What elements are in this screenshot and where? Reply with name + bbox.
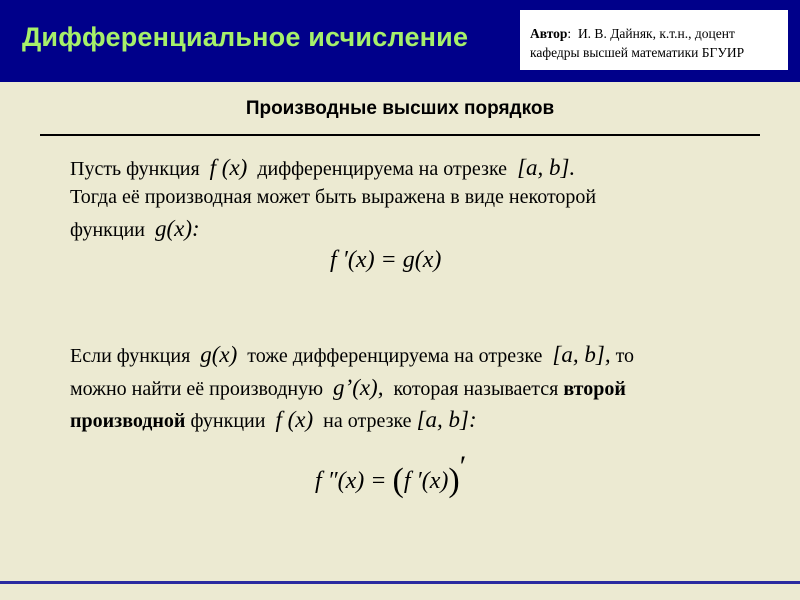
header-bar xyxy=(0,0,800,82)
author-affiliation: кафедры высшей математики БГУИР xyxy=(530,45,745,60)
math-g-of-x: g(x): xyxy=(155,216,200,241)
formula-first-derivative: f ′(x) = g(x) xyxy=(330,247,442,273)
math-g-prime-of-x: g’(x), xyxy=(333,375,384,400)
close-paren: ) xyxy=(448,462,460,499)
math-f-of-x: f (x) xyxy=(275,407,314,432)
course-title: Дифференциальное исчисление xyxy=(22,22,469,52)
text: Если функция xyxy=(70,345,191,367)
bold-term: второй xyxy=(563,378,626,400)
paragraph-1-line-1 xyxy=(70,155,575,181)
title-divider xyxy=(40,134,760,136)
math-interval: [a, b]: xyxy=(416,407,477,432)
paragraph-2-line-1 xyxy=(70,342,634,368)
author-name: И. В. Дайняк, к.т.н., доцент xyxy=(577,26,735,41)
math-interval: [a, b]. xyxy=(517,155,576,180)
text: дифференцируема на отрезке xyxy=(257,158,508,180)
text: которая называется xyxy=(393,378,559,400)
text: функции xyxy=(190,410,266,432)
author-label: Автор xyxy=(530,26,568,41)
math-g-of-x: g(x) xyxy=(200,342,238,367)
formula-inner: f ′(x) xyxy=(403,468,449,494)
text: можно найти её производную xyxy=(70,378,324,400)
bottom-divider xyxy=(0,581,800,584)
text: функции xyxy=(70,219,145,241)
paragraph-2-line-2 xyxy=(70,375,626,401)
formula-lhs: f ″(x) = xyxy=(315,468,393,494)
text: Пусть функция xyxy=(70,158,200,180)
bold-term: производной xyxy=(70,410,186,432)
prime-mark: ′ xyxy=(459,450,467,483)
text: то xyxy=(615,345,635,367)
text: тоже дифференцируема на отрезке xyxy=(247,345,543,367)
slide-title: Производные высших порядков xyxy=(245,98,555,119)
paragraph-2-line-3 xyxy=(70,407,477,433)
open-paren: ( xyxy=(392,462,404,499)
paragraph-1-line-3 xyxy=(70,216,200,242)
text: на отрезке xyxy=(323,410,412,432)
author-line: Автор: И. В. Дайняк, к.т.н., доцент xyxy=(530,26,735,41)
author-box xyxy=(520,10,788,70)
paragraph-1-line-2 xyxy=(70,186,596,209)
formula-second-derivative xyxy=(315,450,466,500)
math-f-of-x: f (x) xyxy=(209,155,248,180)
math-interval: [a, b], xyxy=(552,342,611,367)
text: Тогда её производная может быть выражена в виде некоторой xyxy=(70,186,597,208)
